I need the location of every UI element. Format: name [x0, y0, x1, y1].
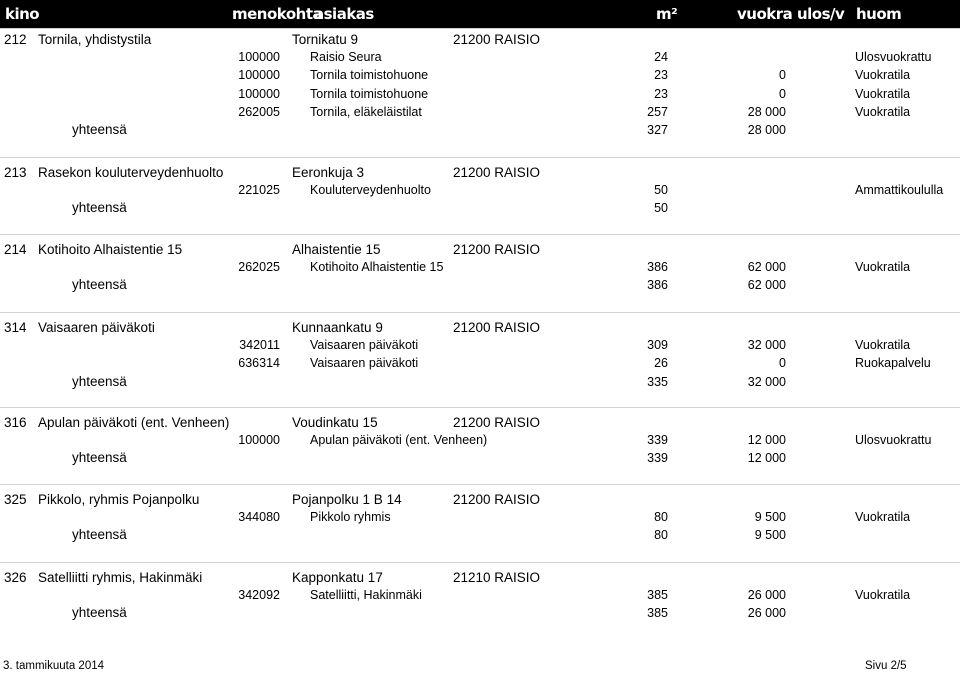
total-m2: 327: [647, 123, 668, 138]
group-name: Rasekon kouluterveydenhuolto: [38, 165, 224, 180]
total-rent: 32 000: [747, 374, 786, 389]
header-menokohta: menokohta: [232, 5, 323, 23]
row-code: 262005: [238, 104, 280, 119]
row-rent: 0: [779, 86, 786, 101]
row-code: 342092: [238, 588, 280, 602]
row-customer: Raisio Seura: [310, 50, 382, 64]
print-date: 3. tammikuuta 2014: [3, 660, 105, 672]
group-postal: 21200 RAISIO: [453, 242, 541, 257]
total-label: yhteensä: [72, 122, 127, 138]
row-code: 221025: [238, 183, 280, 197]
row-m2: 50: [654, 183, 668, 197]
row-note: Vuokratila: [855, 588, 911, 602]
group-number: 212: [4, 32, 27, 47]
row-m2: 80: [654, 510, 668, 524]
total-rent: 9 500: [754, 528, 786, 543]
total-label: yhteensä: [72, 277, 127, 293]
row-m2: 257: [647, 104, 668, 119]
row-code: 342011: [239, 338, 280, 352]
group-address: Pojanpolku 1 B 14: [292, 492, 402, 507]
group-postal: 21200 RAISIO: [453, 32, 541, 47]
row-customer: Tornila toimistohuone: [310, 86, 429, 101]
total-m2: 386: [647, 278, 668, 293]
group-postal: 21210 RAISIO: [453, 570, 541, 585]
row-note: Vuokratila: [855, 510, 911, 524]
group-address: Voudinkatu 15: [292, 415, 378, 430]
column-header-bar: [0, 0, 960, 29]
row-rent: 62 000: [747, 260, 786, 274]
row-note: Ulosvuokrattu: [855, 433, 932, 447]
row-m2: 339: [647, 433, 668, 447]
row-m2: 386: [647, 260, 668, 274]
row-note: Vuokratila: [855, 104, 911, 119]
group-separator: [0, 28, 960, 29]
header-kino: kino: [5, 5, 40, 23]
total-rent: 62 000: [747, 278, 786, 293]
total-label: yhteensä: [72, 605, 127, 621]
total-label: yhteensä: [72, 373, 127, 389]
group-address: Kunnaankatu 9: [292, 320, 383, 335]
total-rent: 28 000: [747, 123, 786, 138]
row-note: Vuokratila: [855, 338, 911, 352]
group-postal: 21200 RAISIO: [453, 492, 541, 507]
total-m2: 80: [654, 528, 668, 543]
row-code: 100000: [238, 68, 280, 83]
row-m2: 385: [647, 588, 668, 602]
group-separator: [0, 312, 960, 313]
row-m2: 23: [654, 86, 668, 101]
total-m2: 335: [647, 374, 668, 389]
group-separator: [0, 484, 960, 485]
row-m2: 26: [654, 356, 668, 371]
total-m2: 339: [647, 451, 668, 466]
row-rent: 12 000: [747, 433, 786, 447]
row-code: 100000: [238, 50, 280, 64]
total-label: yhteensä: [72, 527, 127, 543]
row-rent: 32 000: [747, 338, 786, 352]
header-asiakas: asiakas: [314, 5, 374, 23]
group-separator: [0, 562, 960, 563]
group-name: Satelliitti ryhmis, Hakinmäki: [38, 570, 203, 585]
row-customer: Vaisaaren päiväkoti: [310, 338, 419, 352]
total-m2: 50: [654, 201, 668, 216]
group-name: Vaisaaren päiväkoti: [38, 320, 155, 335]
row-m2: 24: [654, 50, 668, 64]
row-code: 100000: [238, 433, 280, 447]
group-number: 316: [4, 415, 27, 430]
row-customer: Kouluterveydenhuolto: [310, 183, 431, 197]
total-m2: 385: [647, 606, 668, 621]
total-rent: 26 000: [747, 606, 786, 621]
row-customer: Vaisaaren päiväkoti: [310, 356, 419, 371]
total-label: yhteensä: [72, 450, 127, 466]
row-rent: 28 000: [747, 104, 786, 119]
row-rent: 0: [779, 356, 786, 371]
group-name: Tornila, yhdistystila: [38, 32, 152, 47]
row-customer: Apulan päiväkoti (ent. Venheen): [310, 433, 488, 447]
group-address: Eeronkuja 3: [292, 165, 365, 180]
row-note: Vuokratila: [855, 260, 911, 274]
row-rent: 0: [779, 68, 786, 83]
row-note: Vuokratila: [855, 86, 911, 101]
group-postal: 21200 RAISIO: [453, 320, 541, 335]
row-customer: Pikkolo ryhmis: [310, 510, 391, 524]
group-name: Apulan päiväkoti (ent. Venheen): [38, 415, 230, 430]
group-number: 314: [4, 320, 27, 335]
group-separator: [0, 234, 960, 235]
row-customer: Satelliitti, Hakinmäki: [310, 588, 422, 602]
row-note: Ulosvuokrattu: [855, 50, 932, 64]
group-address: Alhaistentie 15: [292, 242, 381, 257]
total-rent: 12 000: [747, 451, 786, 466]
row-rent: 9 500: [754, 510, 786, 524]
group-number: 326: [4, 570, 27, 585]
group-postal: 21200 RAISIO: [453, 165, 541, 180]
row-m2: 309: [647, 338, 668, 352]
header-huom: huom: [856, 5, 902, 23]
group-number: 214: [4, 242, 27, 257]
page-number: Sivu 2/5: [865, 660, 907, 672]
group-number: 325: [4, 492, 27, 507]
group-postal: 21200 RAISIO: [453, 415, 541, 430]
row-note: Ruokapalvelu: [855, 356, 931, 371]
row-note: Ammattikoululla: [855, 183, 944, 197]
row-customer: Kotihoito Alhaistentie 15: [310, 260, 444, 274]
group-name: Kotihoito Alhaistentie 15: [38, 242, 183, 257]
row-customer: Tornila toimistohuone: [310, 68, 429, 83]
group-name: Pikkolo, ryhmis Pojanpolku: [38, 492, 200, 507]
header-m2: m²: [656, 5, 678, 23]
total-label: yhteensä: [72, 200, 127, 216]
row-note: Vuokratila: [855, 68, 911, 83]
group-address: Kapponkatu 17: [292, 570, 383, 585]
row-m2: 23: [654, 68, 668, 83]
group-separator: [0, 407, 960, 408]
row-code: 344080: [238, 510, 280, 524]
group-separator: [0, 157, 960, 158]
row-code: 262025: [238, 260, 280, 274]
group-address: Tornikatu 9: [292, 32, 359, 47]
row-customer: Tornila, eläkeläistilat: [310, 104, 422, 119]
group-number: 213: [4, 165, 27, 180]
row-code: 100000: [238, 86, 280, 101]
row-code: 636314: [238, 356, 280, 371]
header-vuokra: vuokra ulos/v: [737, 5, 845, 23]
row-rent: 26 000: [747, 588, 786, 602]
